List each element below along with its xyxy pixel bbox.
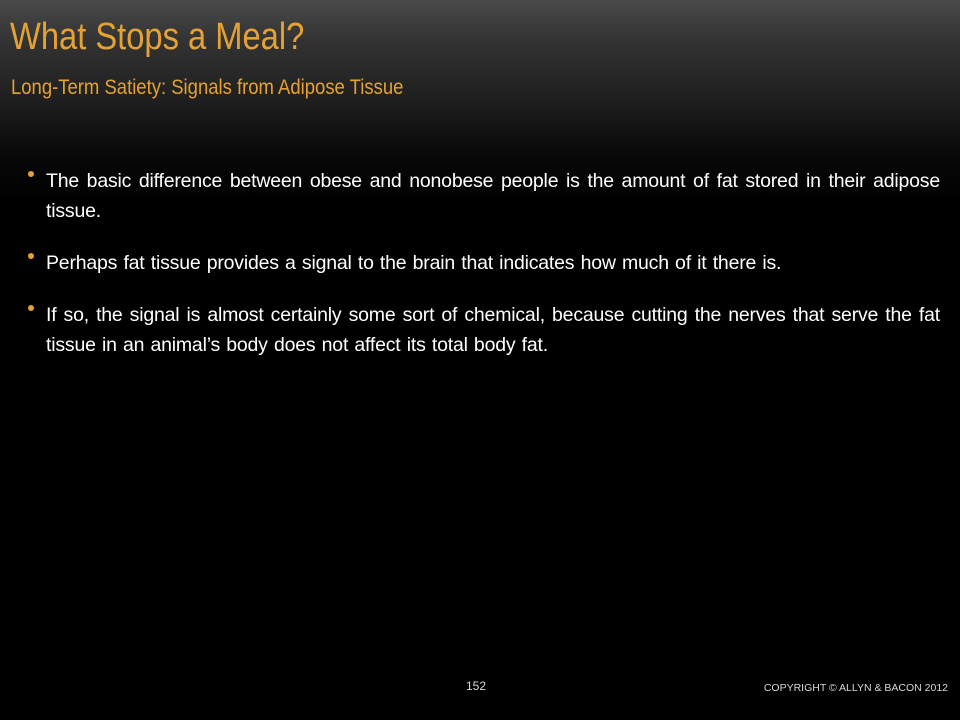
slide-subtitle: Long-Term Satiety: Signals from Adipose Tissue xyxy=(11,76,404,99)
bullet-list xyxy=(28,166,940,382)
bullet-dot-icon xyxy=(28,171,34,177)
bullet-item xyxy=(28,248,940,278)
copyright-notice: COPYRIGHT © ALLYN & BACON 2012 xyxy=(763,682,948,694)
bullet-text: If so, the signal is almost certainly some sort of chemical, because cutting the nerves that serve the fat tissue in an animal’s body does not affect its total body fat. xyxy=(46,304,940,356)
bullet-text: Perhaps fat tissue provides a signal to the brain that indicates how much of it there is. xyxy=(46,252,782,274)
bullet-dot-icon xyxy=(28,305,34,311)
page-number: 152 xyxy=(466,679,487,693)
bullet-dot-icon xyxy=(28,253,34,259)
slide-title: What Stops a Meal? xyxy=(10,16,305,58)
bullet-text: The basic difference between obese and nonobese people is the amount of fat stored in their adipose tissue. xyxy=(46,170,940,222)
bullet-item xyxy=(28,166,940,226)
bullet-item xyxy=(28,300,940,360)
